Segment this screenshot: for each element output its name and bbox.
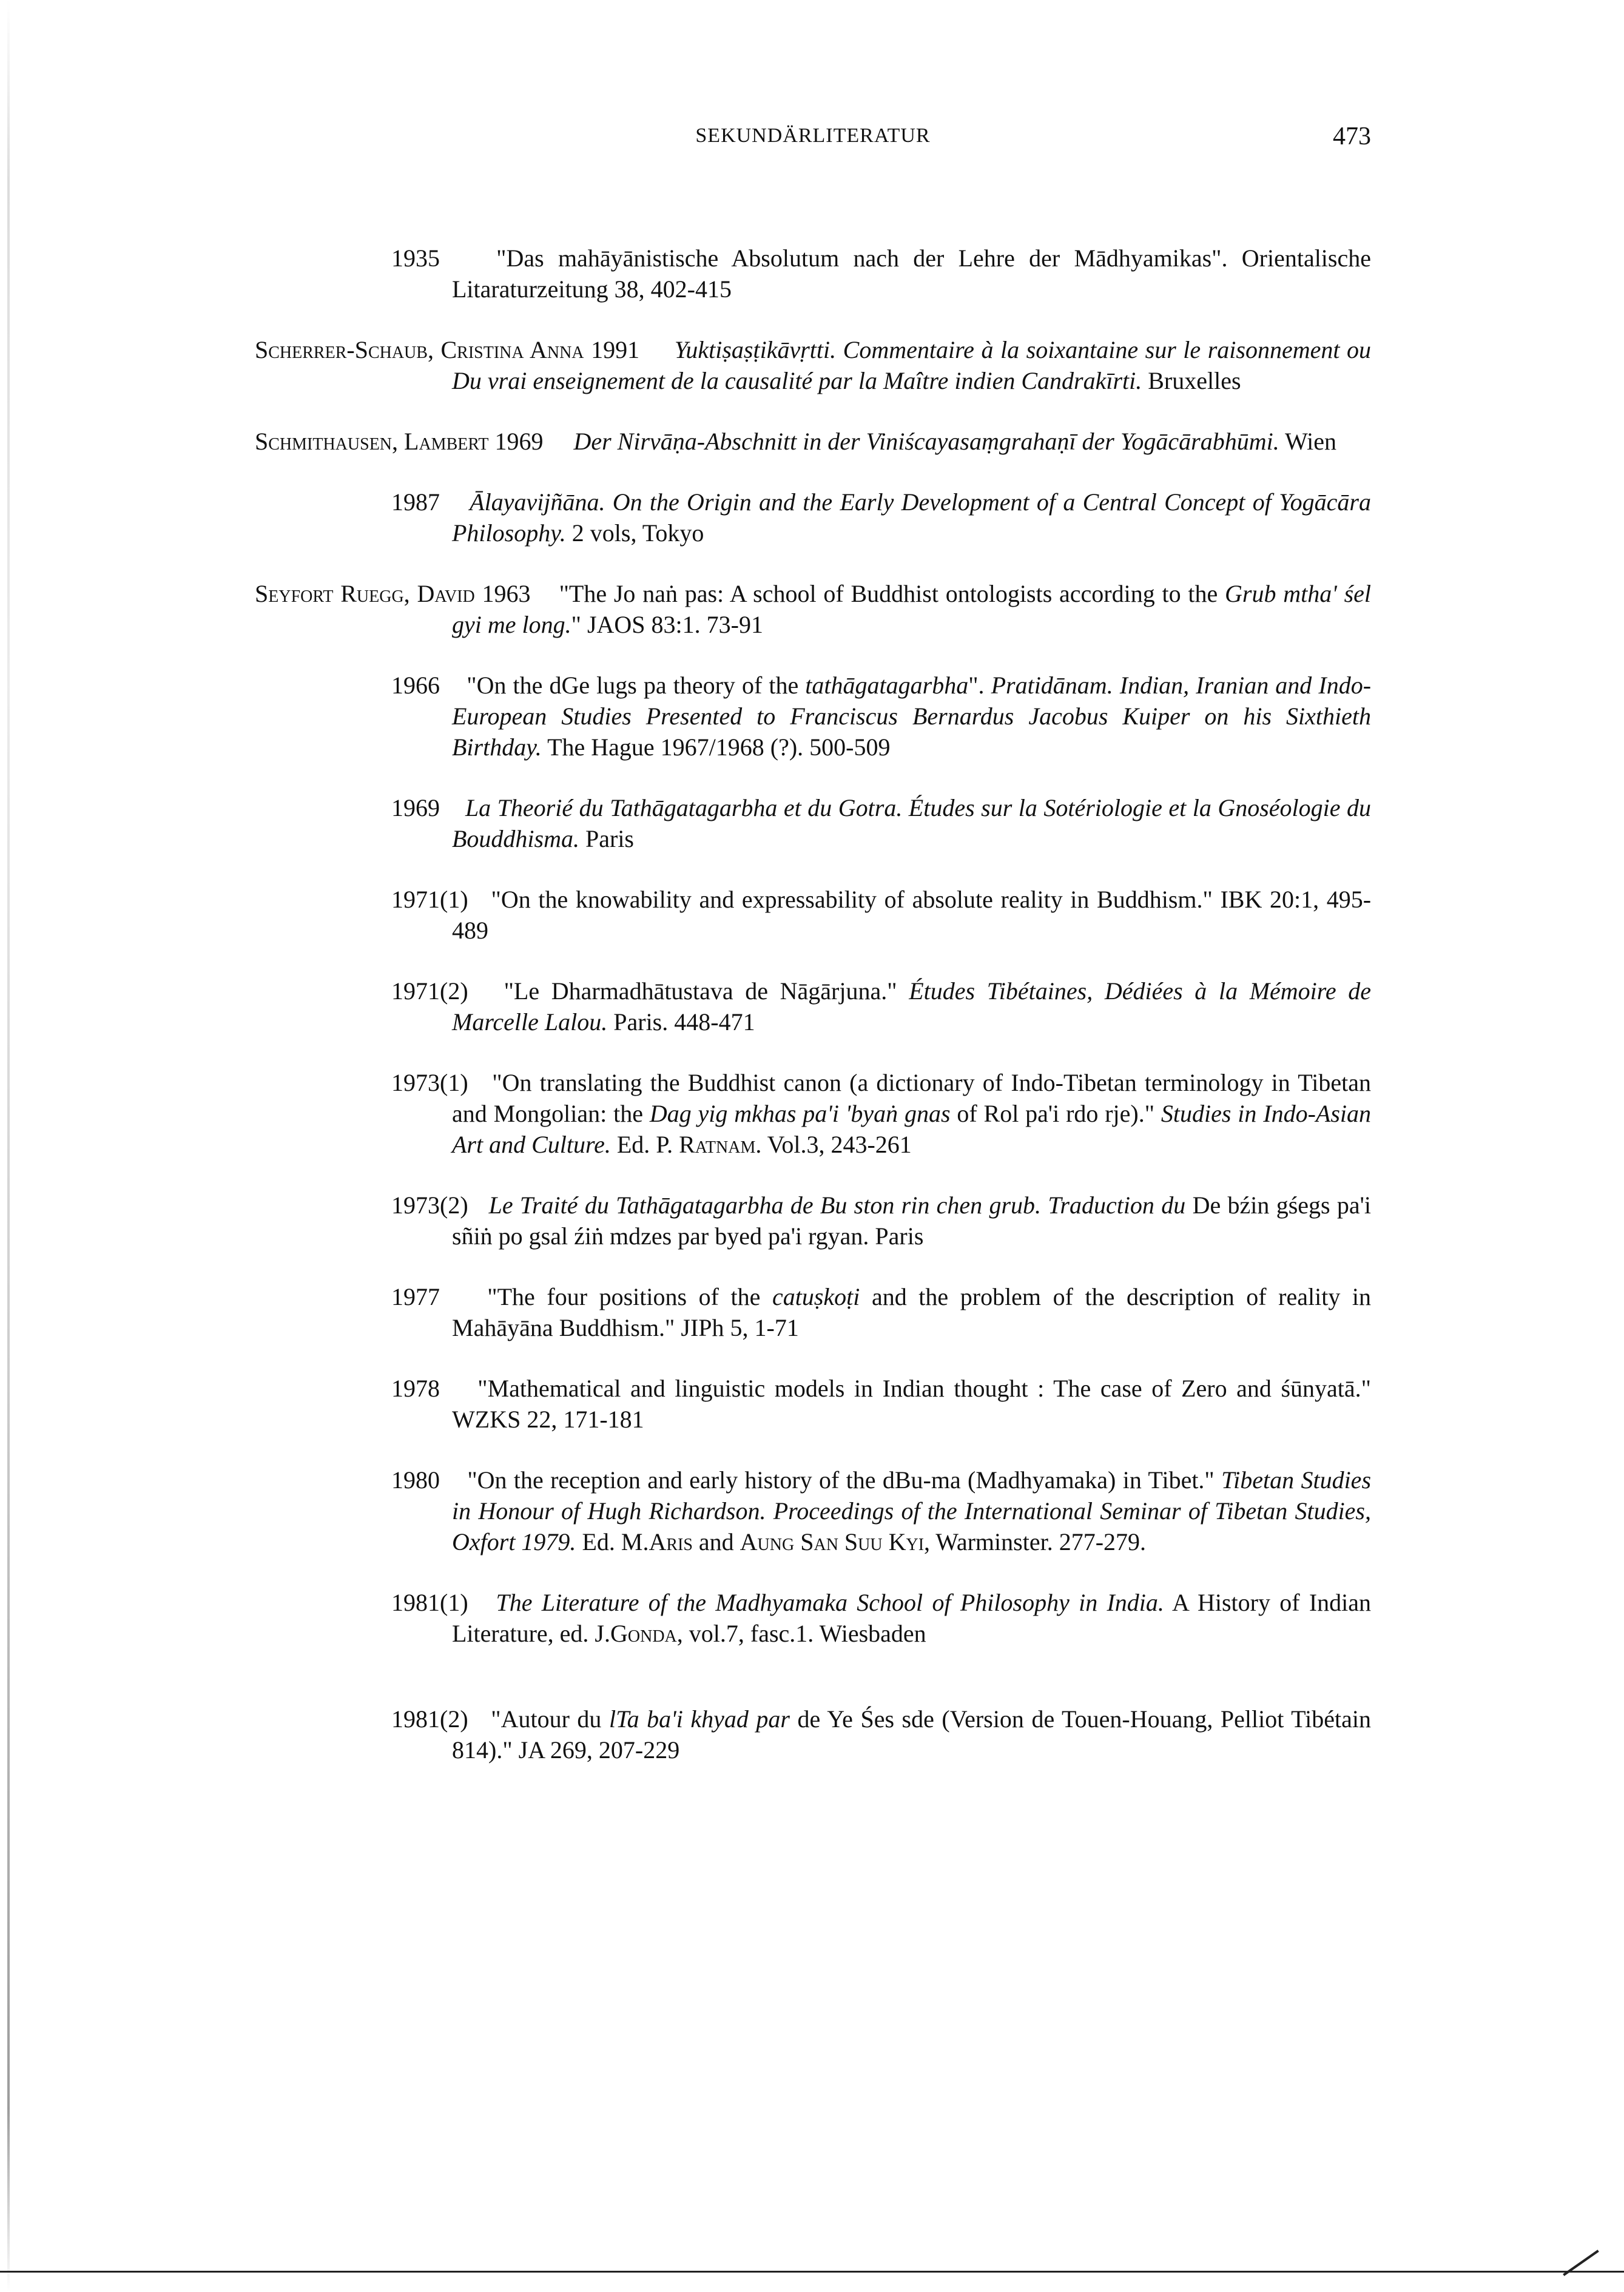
entry-text: A History of Indian Literature, ed. J. bbox=[452, 1589, 1372, 1647]
entry-text: "On the knowability and expressability of absolute reality in Buddhism." IBK 20:1, 495-489 bbox=[452, 886, 1372, 944]
entry-year: 1981(2) bbox=[391, 1705, 468, 1733]
bib-entry bbox=[255, 884, 1371, 946]
entry-term: Dag yig mkhas pa'i 'byaṅ gnas bbox=[649, 1100, 951, 1127]
entry-title: lTa ba'i khyad par bbox=[608, 1705, 790, 1733]
entry-year: 1973(2) bbox=[391, 1192, 468, 1219]
scan-edge bbox=[7, 0, 10, 2292]
entry-author: Schmithausen, Lambert bbox=[255, 428, 489, 455]
bib-entry bbox=[255, 578, 1371, 640]
entry-ed-prefix: Ed. M. bbox=[582, 1528, 649, 1556]
entry-text: "On translating the Buddhist canon (a dictionary of Indo-Tibetan terminology in Tibetan and Mongolian: the bbox=[452, 1069, 1372, 1127]
entry-text: " JAOS 83:1. 73-91 bbox=[571, 611, 763, 638]
bib-entry bbox=[255, 426, 1371, 457]
entry-year: 1971(1) bbox=[391, 886, 468, 913]
entry-publication: Paris bbox=[585, 825, 634, 852]
bib-entry bbox=[255, 1704, 1371, 1765]
entry-publication: Wien bbox=[1285, 428, 1337, 455]
entry-title: Pratidānam. Indian, Iranian and Indo-European Studies Presented to Franciscus Bernardus Jacobus Kuiper on his Sixthieth Birthday. bbox=[452, 672, 1372, 761]
entry-text: "Le Dharmadhātustava de Nāgārjuna." bbox=[504, 977, 897, 1005]
bibliography bbox=[255, 243, 1371, 1795]
entry-year: 1980 bbox=[391, 1466, 440, 1494]
entry-text: "The four positions of the bbox=[487, 1283, 761, 1310]
entry-year: 1966 bbox=[391, 672, 440, 699]
entry-ed-prefix: Ed. P. bbox=[616, 1131, 673, 1158]
entry-text: ". bbox=[968, 672, 985, 699]
entry-term: tathāgatagarbha bbox=[805, 672, 969, 699]
entry-title: Tibetan Studies in Honour of Hugh Richardson. Proceedings of the International Seminar of Tibetan Studies, Oxfort 1979. bbox=[452, 1466, 1372, 1556]
entry-text: de Ye Śes sde (Version de Touen-Houang, Pelliot Tibétain 814)." JA 269, 207-229 bbox=[452, 1705, 1372, 1764]
entry-title: Études Tibétaines, Dédiées à la Mémoire de Marcelle Lalou. bbox=[452, 977, 1372, 1036]
bib-entry bbox=[255, 976, 1371, 1037]
entry-publication: , vol.7, fasc.1. Wiesbaden bbox=[676, 1620, 926, 1647]
entry-text: of Rol pa'i rdo rje)." bbox=[957, 1100, 1155, 1127]
entry-editor: Aung San Suu Kyi bbox=[740, 1528, 925, 1556]
entry-publication: Bruxelles bbox=[1148, 367, 1241, 394]
entry-publication: Paris. 448-471 bbox=[613, 1008, 755, 1036]
entry-title: Yuktiṣaṣṭikāvṛtti. Commentaire à la soixantaine sur le raisonnement ou Du vrai enseignement de la causalité par la Maître indien Candrakīrti. bbox=[452, 336, 1372, 394]
entry-editor: Ratnam bbox=[679, 1131, 756, 1158]
entry-year: 1969 bbox=[391, 794, 440, 821]
bib-entry bbox=[255, 1373, 1371, 1435]
entry-title: Ālayavijñāna. On the Origin and the Early Development of a Central Concept of Yogācāra Philosophy. bbox=[452, 488, 1371, 547]
scan-bottom-rule bbox=[0, 2271, 1624, 2273]
bib-entry bbox=[255, 670, 1371, 763]
entry-text: and the problem of the description of reality in Mahāyāna Buddhism." JIPh 5, 1-71 bbox=[452, 1283, 1372, 1341]
entry-title: Der Nirvāṇa-Abschnitt in der Viniścayasaṃgrahaṇī der Yogācārabhūmi. bbox=[573, 428, 1279, 455]
entry-year: 1981(1) bbox=[391, 1589, 468, 1616]
entry-text: De bźin gśegs pa'i sñiṅ po gsal źiṅ mdzes par byed pa'i rgyan. Paris bbox=[452, 1192, 1372, 1250]
entry-year: 1977 bbox=[391, 1283, 440, 1310]
entry-year: 1978 bbox=[391, 1375, 440, 1402]
entry-text: "On the dGe lugs pa theory of the bbox=[467, 672, 799, 699]
entry-title: The Literature of the Madhyamaka School of Philosophy in India. bbox=[496, 1589, 1164, 1616]
entry-year: 1963 bbox=[482, 580, 531, 607]
entry-text: "Autour du bbox=[491, 1705, 602, 1733]
entry-year: 1935 bbox=[391, 244, 440, 272]
entry-text: "On the reception and early history of the dBu-ma (Madhyamaka) in Tibet." bbox=[467, 1466, 1215, 1494]
entry-conjunction: and bbox=[698, 1528, 734, 1556]
bib-entry bbox=[255, 1465, 1371, 1557]
bib-entry bbox=[255, 1587, 1371, 1649]
running-title: SEKUNDÄRLITERATUR bbox=[695, 124, 931, 147]
entry-title: La Theorié du Tathāgatagarbha et du Gotra. Études sur la Sotériologie et la Gnoséologie du Bouddhisma. bbox=[452, 794, 1371, 852]
entry-text: "Mathematical and linguistic models in Indian thought : The case of Zero and śūnyatā." WZKS 22, 171-181 bbox=[452, 1375, 1371, 1433]
entry-publication: The Hague 1967/1968 (?). 500-509 bbox=[547, 733, 891, 761]
entry-publication: , Warminster. 277-279. bbox=[924, 1528, 1147, 1556]
page-number: 473 bbox=[1333, 123, 1371, 150]
entry-author: Seyfort Ruegg, David bbox=[255, 580, 475, 607]
entry-author: Scherrer-Schaub, Cristina Anna bbox=[255, 336, 584, 363]
bib-entry bbox=[255, 487, 1371, 548]
entry-term: catuṣkoṭi bbox=[772, 1283, 860, 1310]
bib-entry bbox=[255, 1067, 1371, 1160]
bib-entry bbox=[255, 792, 1371, 854]
entry-year: 1991 bbox=[591, 336, 640, 363]
running-head bbox=[255, 124, 1371, 155]
entry-year: 1987 bbox=[391, 488, 440, 516]
entry-year: 1971(2) bbox=[391, 977, 468, 1005]
entry-title: Le Traité du Tathāgatagarbha de Bu ston rin chen grub. Traduction du bbox=[488, 1192, 1186, 1219]
entry-editor: Gonda bbox=[610, 1620, 677, 1647]
entry-publication: 2 vols, Tokyo bbox=[571, 519, 704, 547]
entry-year: 1969 bbox=[494, 428, 544, 455]
entry-editor: Aris bbox=[649, 1528, 693, 1556]
entry-title: Studies in Indo-Asian Art and Culture. bbox=[452, 1100, 1371, 1158]
bib-entry bbox=[255, 243, 1371, 305]
bib-entry bbox=[255, 1281, 1371, 1343]
bib-entry bbox=[255, 334, 1371, 396]
entry-text: "Das mahāyānistische Absolutum nach der Lehre der Mādhyamikas". Orientalische Litaraturzeitung 38, 402-415 bbox=[452, 244, 1371, 303]
entry-publication: . Vol.3, 243-261 bbox=[755, 1131, 912, 1158]
entry-year: 1973(1) bbox=[391, 1069, 468, 1096]
entry-text: "The Jo naṅ pas: A school of Buddhist ontologists according to the bbox=[559, 580, 1218, 607]
entry-title: Grub mtha' śel gyi me long. bbox=[452, 580, 1372, 638]
bib-entry bbox=[255, 1190, 1371, 1252]
